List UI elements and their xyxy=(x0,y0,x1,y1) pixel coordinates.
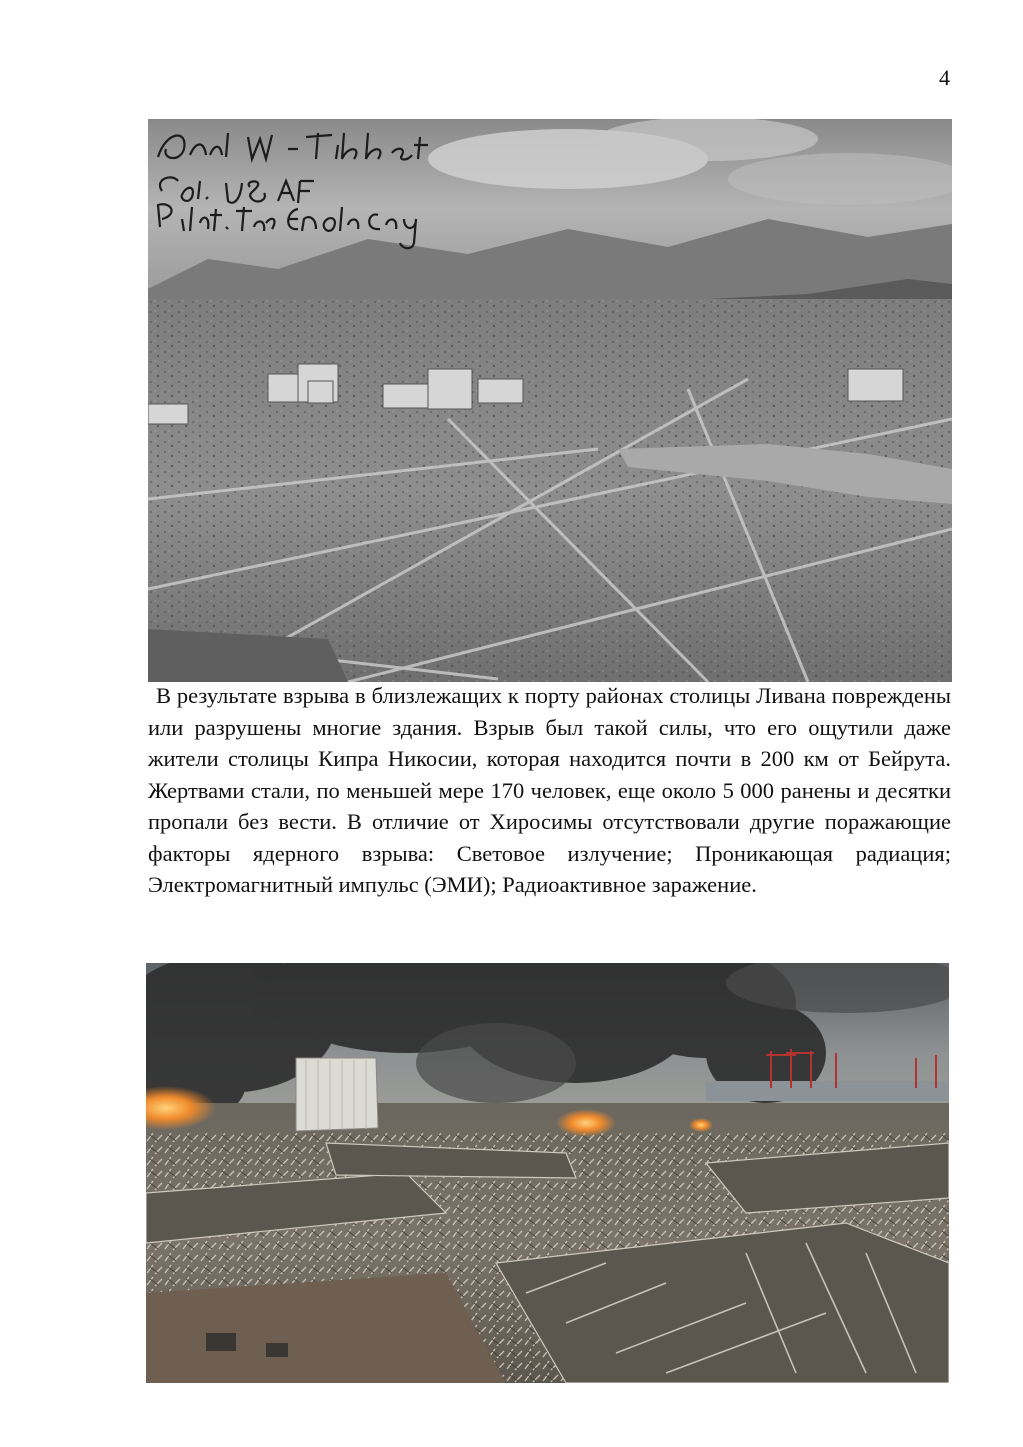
body-paragraph: В результате взрыва в близлежащих к порту районах столицы Ливана повреждены или разрушены многие здания. Взрыв был такой силы, что его ощутили даже жители столицы Кипра Никосии, которая находится почти в 200 км от Бейрута. Жертвами стали, по меньшей мере 170 человек, еще около 5 000 ранены и десятки пропали без вести. В отличие от Хиросимы отсутствовали другие поражающие факторы ядерного взрыва: Световое излучение; Проникающая радиация; Электромагнитный импульс (ЭМИ); Радиоактивное заражение. xyxy=(148,683,951,897)
page-number: 4 xyxy=(939,65,950,90)
hiroshima-aftermath-photo xyxy=(148,119,952,682)
beirut-explosion-photo xyxy=(146,963,949,1383)
hiroshima-photo-graphic xyxy=(148,119,952,682)
beirut-photo-graphic xyxy=(146,963,949,1383)
